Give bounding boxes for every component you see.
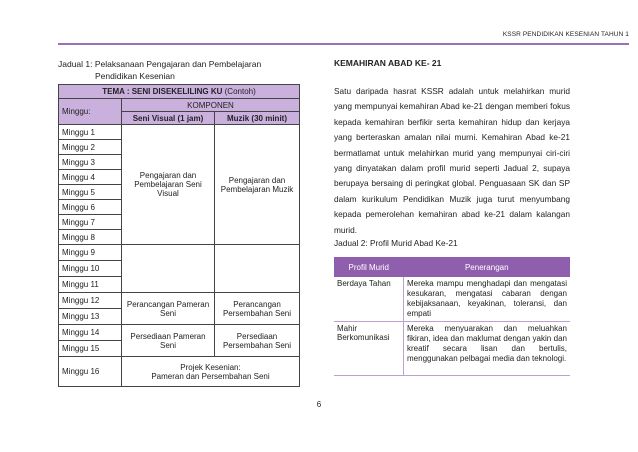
section-heading: KEMAHIRAN ABAD KE- 21 [334, 58, 442, 68]
week-cell: Minggu 10 [59, 261, 122, 277]
table2-head-profil: Profil Murid [334, 257, 404, 277]
week-cell: Minggu 5 [59, 185, 122, 200]
week-cell: Minggu 6 [59, 200, 122, 215]
table-profil-murid [334, 257, 570, 376]
week-cell: Minggu 15 [59, 341, 122, 357]
projek-line2: Pameran dan Persembahan Seni [151, 371, 270, 381]
profil-cell: Berdaya Tahan [334, 277, 404, 322]
table1-caption-line1: Jadual 1: Pelaksanaan Pengajaran dan Pembelajaran [58, 59, 262, 69]
komponen-header: KOMPONEN [122, 99, 300, 112]
table2-caption: Jadual 2: Profil Murid Abad Ke-21 [334, 238, 458, 248]
header-rule [58, 43, 629, 45]
block2-seni: Perancangan Pameran Seni [122, 293, 215, 325]
profil-cell: Mahir Berkomunikasi [334, 322, 404, 376]
projek-kesenian [122, 357, 300, 387]
week-cell: Minggu 4 [59, 170, 122, 185]
theme-row [59, 85, 300, 99]
table1-caption-line2: Pendidikan Kesenian [95, 71, 175, 81]
desc-cell: Mereka mampu menghadapi dan mengatasi kesukaran, mengatasi cabaran dengan kebijaksanaan, keyakinan, toleransi, dan empati [404, 277, 571, 322]
col-muzik: Muzik (30 minit) [215, 112, 300, 125]
empty-cell [215, 245, 300, 293]
week-cell: Minggu 13 [59, 309, 122, 325]
block3-muzik: Persediaan Persembahan Seni [215, 325, 300, 357]
block3-seni: Persediaan Pameran Seni [122, 325, 215, 357]
theme-note: (Contoh) [224, 87, 256, 96]
desc-cell: Mereka menyuarakan dan meluahkan fikiran, idea dan maklumat dengan yakin dan kreatif secara lisan dan bertulis, menggunakan pelbagai media dan teknologi. [404, 322, 571, 376]
week-cell: Minggu 9 [59, 245, 122, 261]
week-cell: Minggu 12 [59, 293, 122, 309]
page-number: 6 [316, 400, 322, 409]
week-cell: Minggu 7 [59, 215, 122, 230]
week-cell: Minggu 16 [59, 357, 122, 387]
theme-label: TEMA : SENI DISEKELILING KU [102, 87, 223, 96]
week-cell: Minggu 11 [59, 277, 122, 293]
table2-head-penerangan: Penerangan [404, 257, 571, 277]
block1-muzik: Pengajaran dan Pembelajaran Muzik [215, 125, 300, 245]
block1-seni: Pengajaran dan Pembelajaran Seni Visual [122, 125, 215, 245]
col-seni-visual: Seni Visual (1 jam) [122, 112, 215, 125]
week-cell: Minggu 2 [59, 140, 122, 155]
table-pelaksanaan [58, 84, 300, 387]
header-title: KSSR PENDIDIKAN KESENIAN TAHUN 1 [502, 31, 629, 38]
body-paragraph: Satu daripada hasrat KSSR adalah untuk melahirkan murid yang mempunyai kemahiran Abad ke-21 dengan memberi fokus kepada kemahiran berfikir serta kemahiran hidup dan kerjaya yang berteraskan amalan nilai murni. Kemahiran Abad ke-21 bermatlamat untuk melahirkan murid yang mempunyai ciri-ciri yang dinyatakan dalam profil murid seperti Jadual 2, supaya berupaya bersaing di peringkat global. Penguasaan SK dan SP dalam kurikulum Pendidikan Muzik juga turut menyumbang kepada pemerolehan kemahiran abad ke-21 dalam kalangan murid. [334, 86, 570, 235]
week-cell: Minggu 8 [59, 230, 122, 245]
empty-cell [122, 245, 215, 293]
week-cell: Minggu 14 [59, 325, 122, 341]
projek-line1: Projek Kesenian: [180, 362, 241, 372]
table1-caption [58, 58, 261, 82]
week-cell: Minggu 3 [59, 155, 122, 170]
week-cell: Minggu 1 [59, 125, 122, 140]
minggu-header: Minggu: [59, 99, 122, 125]
block2-muzik: Perancangan Persembahan Seni [215, 293, 300, 325]
